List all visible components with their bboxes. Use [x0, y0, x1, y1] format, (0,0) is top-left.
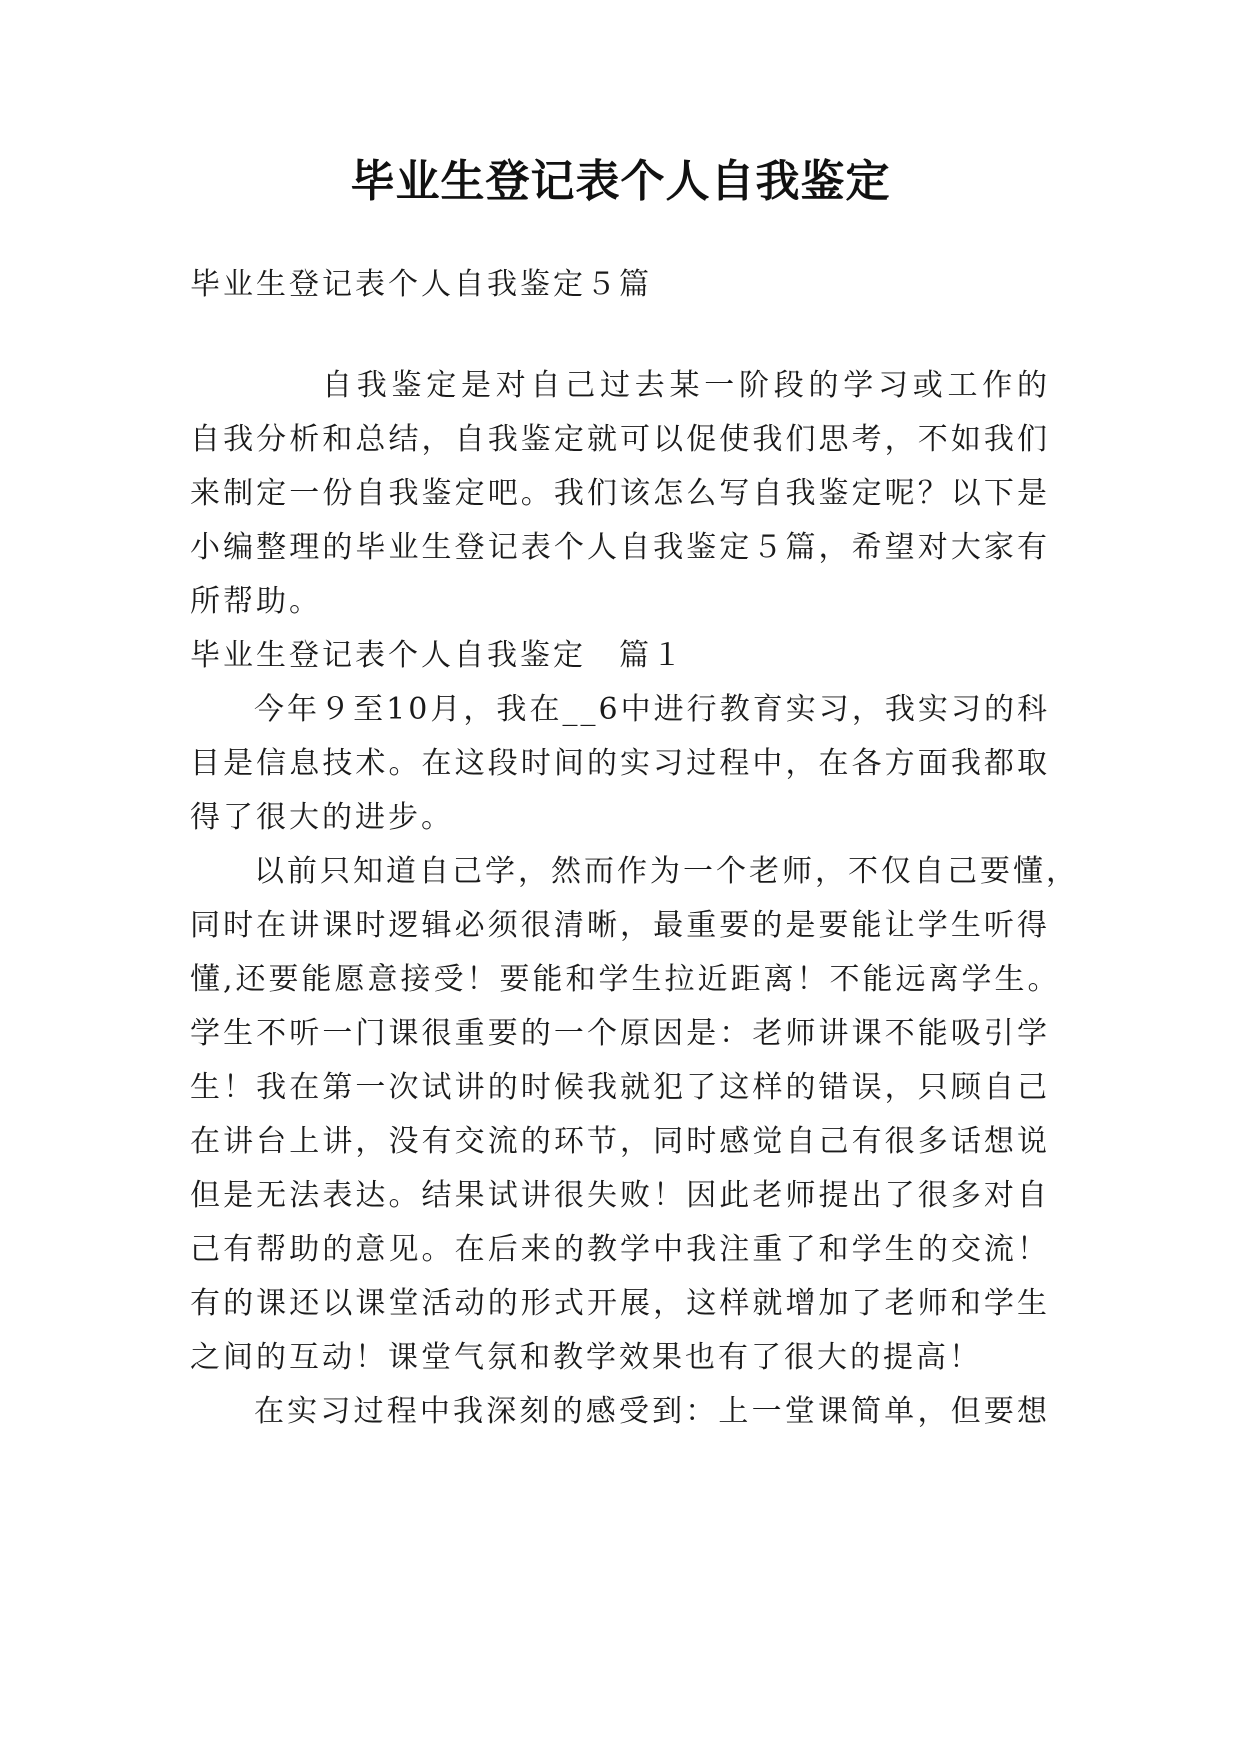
document-subtitle: 毕业生登记表个人自我鉴定５篇 [190, 267, 652, 302]
paragraph-line: 同时在讲课时逻辑必须很清晰，最重要的是要能让学生听得 [190, 908, 1050, 943]
paragraph-line: 以前只知道自己学，然而作为一个老师，不仅自己要懂， [254, 854, 1079, 889]
intro-line: 小编整理的毕业生登记表个人自我鉴定５篇，希望对大家有 [190, 530, 1050, 565]
paragraph-line: 懂,还要能愿意接受！要能和学生拉近距离！不能远离学生。 [190, 962, 1061, 997]
paragraph-line: 目是信息技术。在这段时间的实习过程中，在各方面我都取 [190, 746, 1050, 781]
document-title: 毕业生登记表个人自我鉴定 [350, 156, 891, 207]
intro-line: 自我分析和总结，自我鉴定就可以促使我们思考，不如我们 [190, 422, 1050, 457]
paragraph-line: 有的课还以课堂活动的形式开展，这样就增加了老师和学生 [190, 1286, 1050, 1321]
paragraph-line: 得了很大的进步。 [190, 800, 454, 835]
paragraph-line: 在讲台上讲，没有交流的环节，同时感觉自己有很多话想说 [190, 1124, 1050, 1159]
paragraph-line: 今年９至10月，我在__6中进行教育实习，我实习的科 [254, 692, 1050, 727]
paragraph-line: 生！我在第一次试讲的时候我就犯了这样的错误，只顾自己 [190, 1070, 1050, 1105]
paragraph-line: 之间的互动！课堂气氛和教学效果也有了很大的提高！ [190, 1340, 982, 1375]
paragraph-line: 己有帮助的意见。在后来的教学中我注重了和学生的交流！ [190, 1232, 1050, 1267]
intro-line: 来制定一份自我鉴定吧。我们该怎么写自我鉴定呢？以下是 [190, 476, 1050, 511]
paragraph-line: 在实习过程中我深刻的感受到：上一堂课简单，但要想 [254, 1394, 1050, 1429]
paragraph-line: 但是无法表达。结果试讲很失败！因此老师提出了很多对自 [190, 1178, 1050, 1213]
section-heading: 毕业生登记表个人自我鉴定 篇１ [190, 638, 685, 673]
intro-line: 自我鉴定是对自己过去某一阶段的学习或工作的 [322, 368, 1050, 403]
paragraph-line: 学生不听一门课很重要的一个原因是：老师讲课不能吸引学 [190, 1016, 1050, 1051]
intro-line: 所帮助。 [190, 584, 322, 619]
